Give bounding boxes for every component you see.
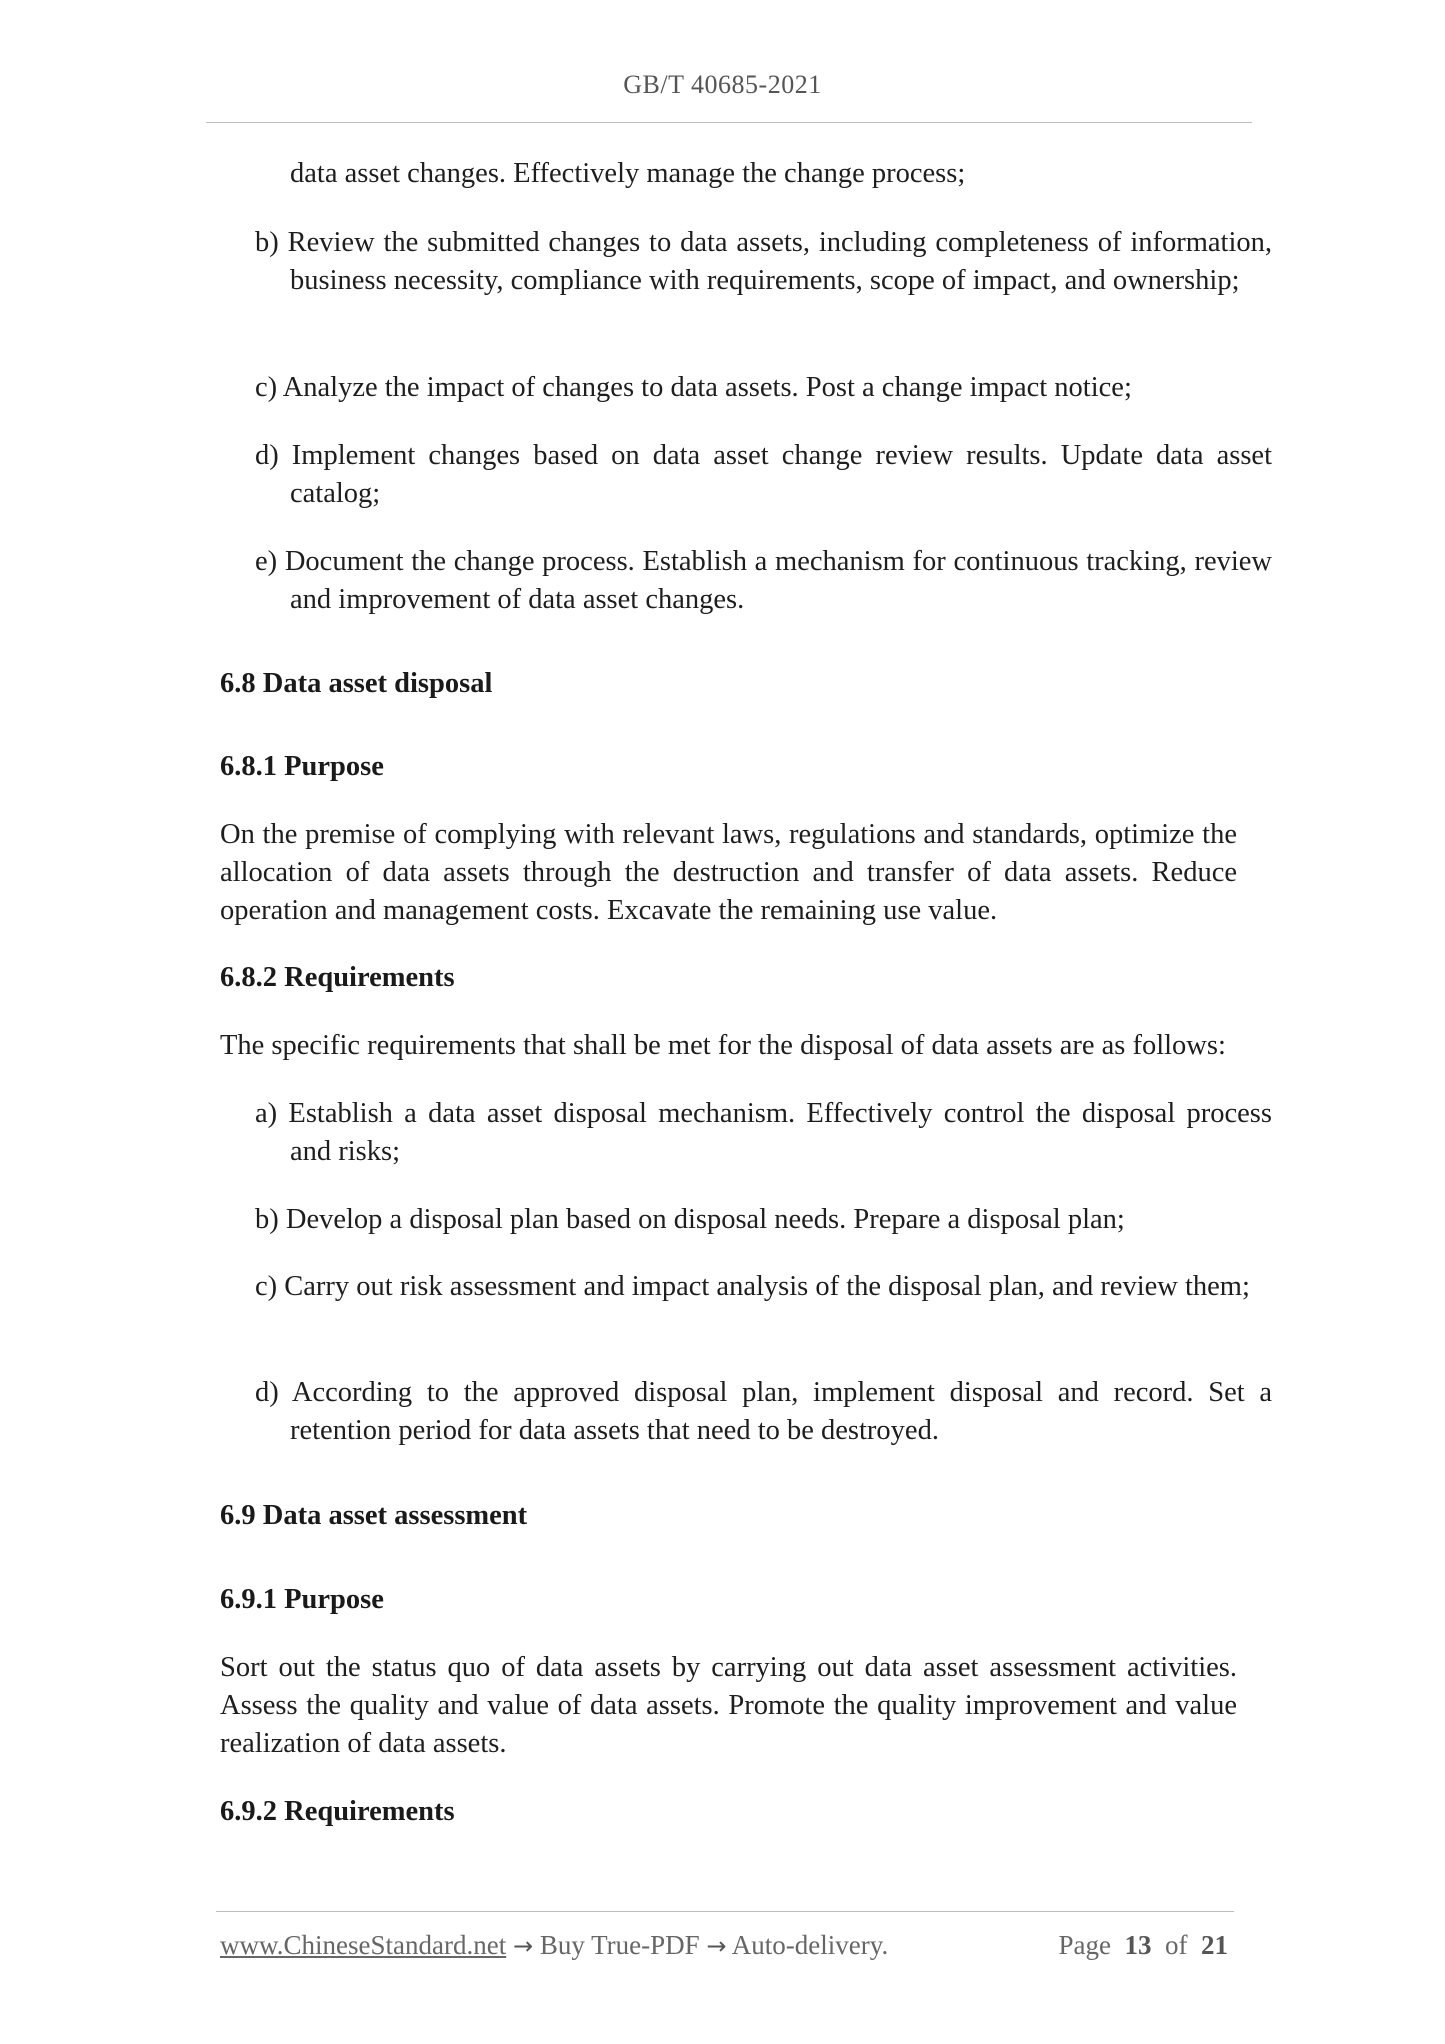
- section-heading-6-8: 6.8 Data asset disposal: [220, 668, 493, 699]
- paragraph-6-8-1: On the premise of complying with relevant laws, regulations and standards, optimize the allocation of data assets through the destruction and transfer of data assets. Reduce operation and management costs. Excavate the remaining use value.: [220, 819, 1237, 926]
- list-item-b-review-changes: b) Review the submitted changes to data assets, including completeness of information, business necessity, compliance with requirements, scope of impact, and ownership;: [255, 227, 1272, 296]
- list-item-continuation: data asset changes. Effectively manage the change process;: [290, 158, 966, 189]
- footer-website-link[interactable]: www.ChineseStandard.net: [220, 1930, 507, 1960]
- arrow-right-icon: →: [706, 1932, 727, 1960]
- list-item-e-document-process: e) Document the change process. Establish a mechanism for continuous tracking, review and improvement of data asset changes.: [255, 546, 1272, 615]
- list-item-d-implement-changes: d) Implement changes based on data asset change review results. Update data asset catalog;: [255, 440, 1272, 509]
- paragraph-6-9-1: Sort out the status quo of data assets by carrying out data asset assessment activities. Assess the quality and value of data assets. Promote the quality improvement and value realization of data assets.: [220, 1652, 1237, 1759]
- section-heading-6-9-1: 6.9.1 Purpose: [220, 1584, 384, 1615]
- section-heading-6-8-1: 6.8.1 Purpose: [220, 751, 384, 782]
- section-heading-6-9-2: 6.9.2 Requirements: [220, 1796, 455, 1827]
- page-total: 21: [1201, 1930, 1228, 1960]
- list-item-c-risk-assessment: c) Carry out risk assessment and impact analysis of the disposal plan, and review them;: [255, 1271, 1250, 1302]
- section-heading-6-8-2: 6.8.2 Requirements: [220, 962, 455, 993]
- section-heading-6-9: 6.9 Data asset assessment: [220, 1500, 528, 1531]
- list-item-d-implement-disposal: d) According to the approved disposal plan, implement disposal and record. Set a retention period for data assets that need to be destroyed.: [255, 1377, 1272, 1446]
- document-standard-id: GB/T 40685-2021: [623, 70, 822, 99]
- page-number: 13: [1124, 1930, 1152, 1960]
- footer-promo: [220, 1927, 888, 1964]
- list-item-c-analyze-impact: c) Analyze the impact of changes to data assets. Post a change impact notice;: [255, 372, 1132, 403]
- arrow-right-icon: →: [512, 1932, 534, 1960]
- footer-buy-text: Buy True-PDF: [539, 1930, 700, 1960]
- page-indicator: [1059, 1927, 1228, 1963]
- footer-delivery-text: Auto-delivery.: [731, 1930, 889, 1960]
- of-label: of: [1165, 1930, 1188, 1960]
- header-divider: [206, 122, 1252, 123]
- footer-divider: [216, 1911, 1234, 1912]
- paragraph-6-8-2: The specific requirements that shall be met for the disposal of data assets are as follows:: [220, 1030, 1226, 1061]
- list-item-a-disposal-mechanism: a) Establish a data asset disposal mechanism. Effectively control the disposal process and risks;: [255, 1098, 1272, 1167]
- page-label: Page: [1058, 1930, 1111, 1960]
- list-item-b-disposal-plan: b) Develop a disposal plan based on disposal needs. Prepare a disposal plan;: [255, 1204, 1125, 1235]
